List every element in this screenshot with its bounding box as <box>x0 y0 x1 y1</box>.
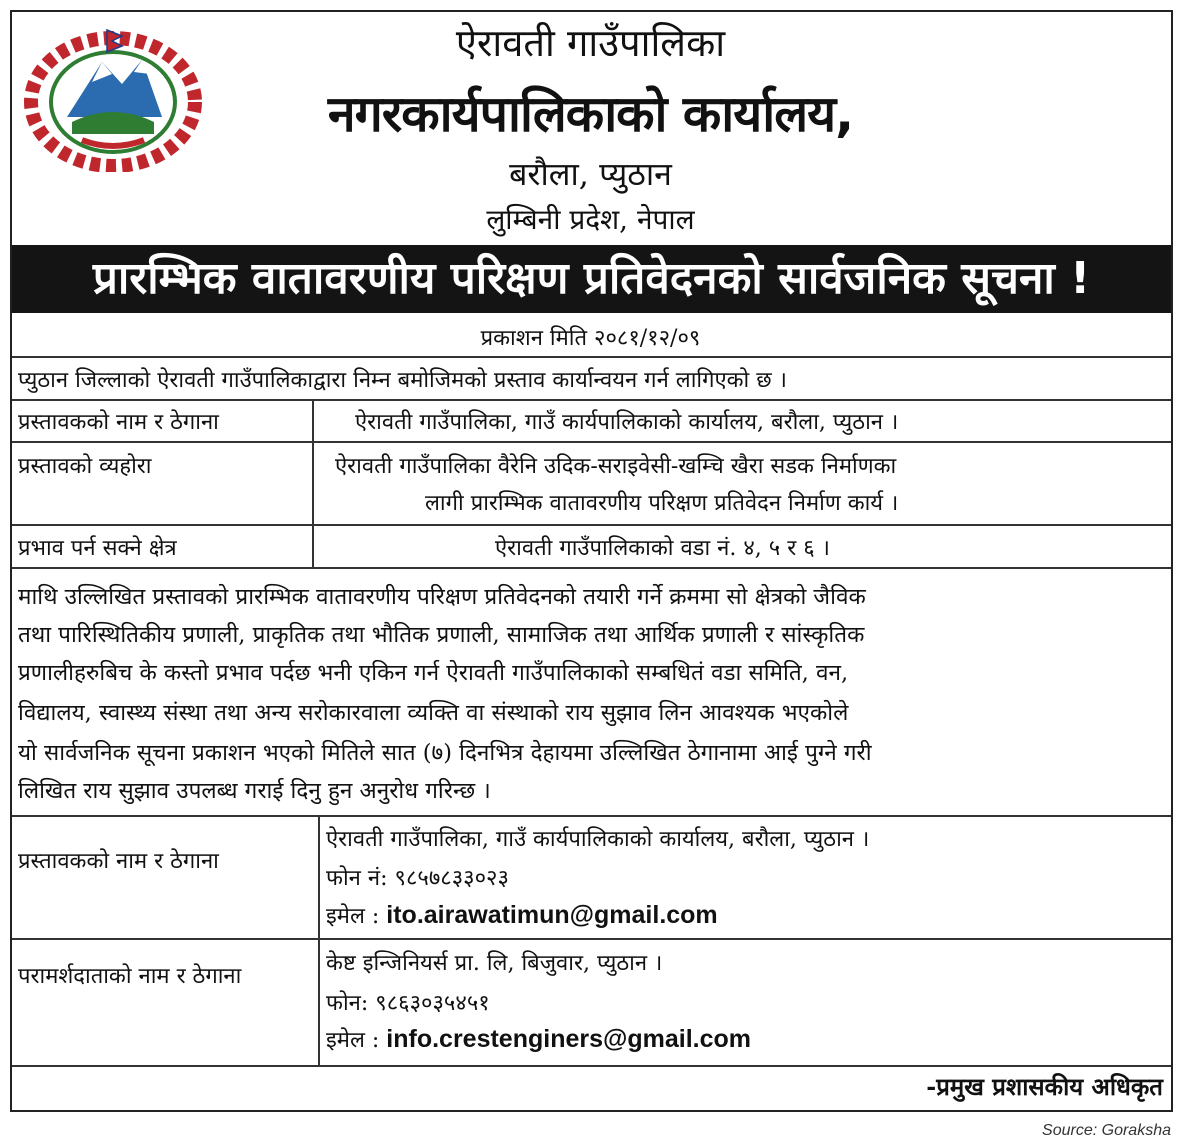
contact-label-proposer: प्रस्तावकको नाम र ठेगाना <box>18 849 219 874</box>
divider <box>12 399 1171 401</box>
details-label-proposer: प्रस्तावकको नाम र ठेगाना <box>18 410 219 435</box>
body-line-6: लिखित राय सुझाव उपलब्ध गराई दिनु हुन अनुरोध गरिन्छ । <box>18 778 491 804</box>
divider <box>12 441 1171 443</box>
details-value-subject-1: ऐरावती गाउँपालिका वैरेनि उदिक-सराइवेसी-खम्चि खैरा सडक निर्माणका <box>335 454 897 479</box>
notice-banner-title: प्रारम्भिक वातावरणीय परिक्षण प्रतिवेदनको सार्वजनिक सूचना ! <box>12 245 1171 313</box>
divider <box>12 815 1171 817</box>
details-value-subject-2: लागी प्रारम्भिक वातावरणीय परिक्षण प्रतिवेदन निर्माण कार्य । <box>425 491 899 516</box>
details-value-proposer: ऐरावती गाउँपालिका, गाउँ कार्यपालिकाको कार्यालय, बरौला, प्युठान । <box>355 410 899 435</box>
divider <box>12 524 1171 526</box>
office-title: नगरकार्यपालिकाको कार्यालय, <box>327 85 854 143</box>
province-country: लुम्बिनी प्रदेश, नेपाल <box>486 203 695 236</box>
contact-phone-proposer: फोन नं: ९८५७८३३०२३ <box>326 866 509 891</box>
body-line-1: माथि उल्लिखित प्रस्तावको प्रारम्भिक वातावरणीय परिक्षण प्रतिवेदनको तयारी गर्ने क्रममा सो क्षेत्रको जैविक <box>18 584 866 610</box>
details-value-area: ऐरावती गाउँपालिकाको वडा नं. ४, ५ र ६ । <box>495 536 830 561</box>
contact-phone-consultant: फोन: ९८६३०३५४५१ <box>326 991 490 1016</box>
municipality-name: ऐरावती गाउँपालिका <box>455 21 726 65</box>
divider <box>12 938 1171 940</box>
divider <box>12 1065 1171 1067</box>
contact-email-consultant: इमेल : info.crestenginers@gmail.com <box>326 1025 752 1053</box>
office-address: बरौला, प्युठान <box>509 155 672 193</box>
divider <box>12 356 1171 358</box>
source-credit: Source: Goraksha <box>1042 1122 1171 1139</box>
divider <box>12 567 1171 569</box>
email-link[interactable]: ito.airawatimun@gmail.com <box>386 901 718 929</box>
details-label-area: प्रभाव पर्न सक्ने क्षेत्र <box>18 536 177 561</box>
body-line-4: विद्यालय, स्वास्थ्य संस्था तथा अन्य सरोकारवाला व्यक्ति वा संस्थाको राय सुझाव लिन आवश्यक भएकोले <box>18 700 849 726</box>
body-line-3: प्रणालीहरुबिच के कस्तो प्रभाव पर्दछ भनी एकिन गर्न ऐरावती गाउँपालिकाको सम्बधितं वडा समिति, वन, <box>18 660 849 686</box>
signature: -प्रमुख प्रशासकीय अधिकृत <box>926 1072 1163 1101</box>
details-label-subject: प्रस्तावको व्यहोरा <box>18 454 152 479</box>
contact-name-consultant: केष्ट इन्जिनियर्स प्रा. लि, बिजुवार, प्युठान । <box>326 951 663 976</box>
contact-label-consultant: परामर्शदाताको नाम र ठेगाना <box>18 964 242 989</box>
contact-name-proposer: ऐरावती गाउँपालिका, गाउँ कार्यपालिकाको कार्यालय, बरौला, प्युठान । <box>326 827 870 852</box>
publication-date: प्रकाशन मिति २०८१/१२/०९ <box>480 326 701 351</box>
table-column-divider <box>318 815 320 1067</box>
body-line-5: यो सार्वजनिक सूचना प्रकाशन भएको मितिले सात (७) दिनभित्र देहायमा उल्लिखित ठेगानामा आई पुग्ने गरी <box>18 740 872 766</box>
intro-text: प्युठान जिल्लाको ऐरावती गाउँपालिकाद्वारा निम्न बमोजिमको प्रस्ताव कार्यान्वयन गर्न लागिएको छ । <box>18 368 787 393</box>
body-line-2: तथा पारिस्थितिकीय प्रणाली, प्राकृतिक तथा भौतिक प्रणाली, सामाजिक तथा आर्थिक प्रणाली र सांस्कृतिक <box>18 622 865 648</box>
table-column-divider <box>312 399 314 567</box>
email-link[interactable]: info.crestenginers@gmail.com <box>386 1025 752 1053</box>
contact-email-proposer: इमेल : ito.airawatimun@gmail.com <box>326 901 718 929</box>
